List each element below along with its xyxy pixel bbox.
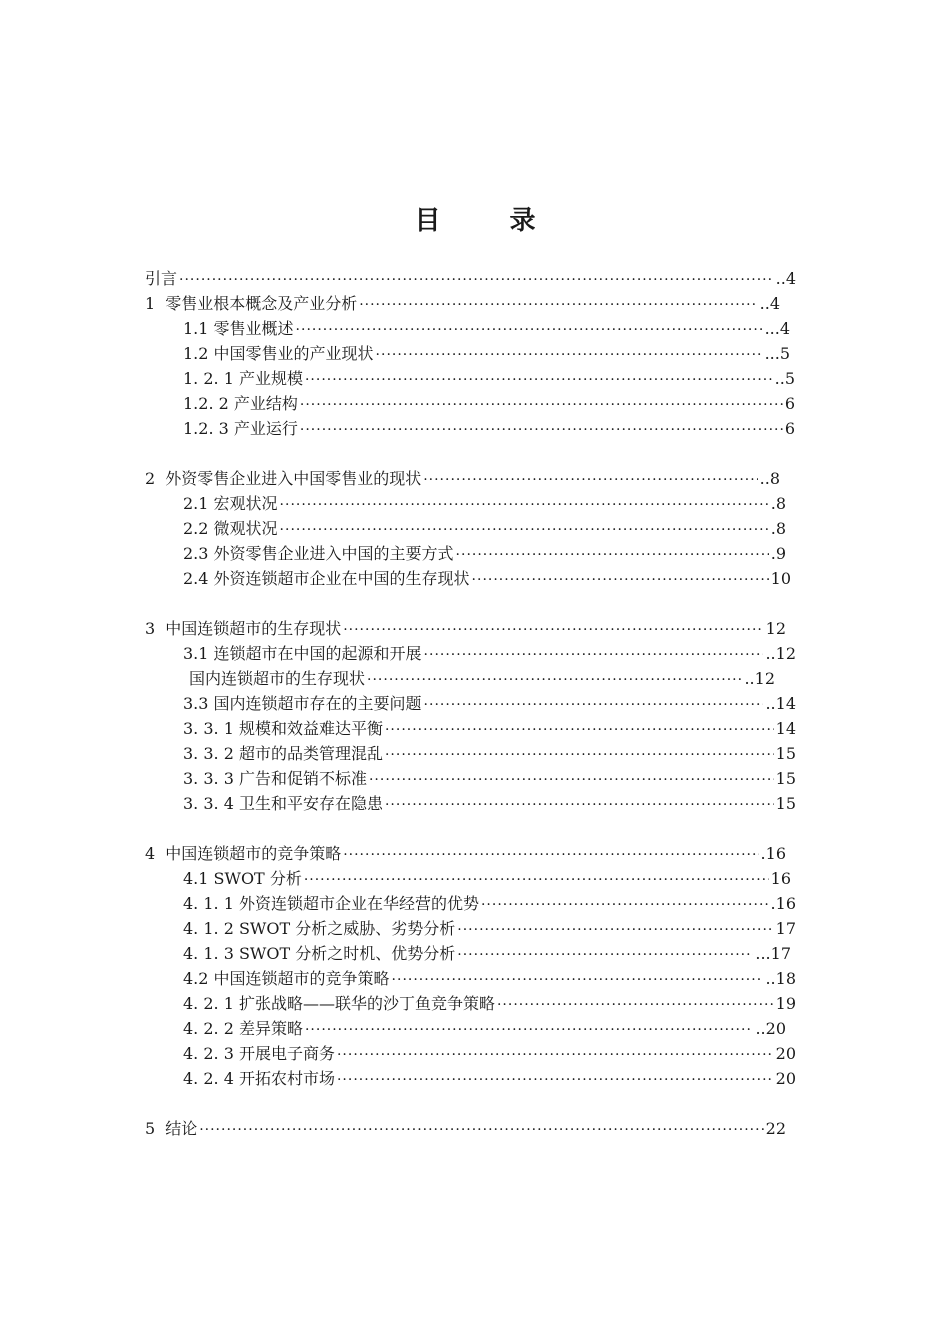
toc-entry — [0, 516, 786, 541]
toc-entry-page: 20 — [775, 1069, 796, 1088]
toc-leader-dots — [456, 541, 769, 568]
toc-entry-label: 2.1 宏观状况 — [183, 494, 278, 513]
toc-entry-page: 15 — [775, 769, 796, 788]
toc-entry-page: ..12 — [765, 644, 796, 663]
toc-entry-page: 15 — [775, 744, 796, 763]
toc-entry — [0, 791, 796, 816]
toc-entry — [0, 316, 790, 341]
toc-leader-dots — [367, 666, 742, 693]
toc-entry-label: 4. 1. 3 SWOT 分析之时机、优势分析 — [183, 944, 456, 963]
toc-leader-dots — [497, 991, 774, 1018]
toc-leader-dots — [300, 416, 783, 443]
toc-entry — [0, 941, 791, 966]
toc-entry-page: ...17 — [755, 944, 791, 963]
toc-entry-page: ..18 — [765, 969, 796, 988]
toc-entry-label: 3. 3. 3 广告和促销不标准 — [183, 769, 367, 788]
toc-leader-dots — [369, 766, 774, 793]
toc-leader-dots — [280, 516, 769, 543]
toc-entry-page: 20 — [775, 1044, 796, 1063]
toc-entry-page: 10 — [770, 569, 791, 588]
toc-leader-dots — [457, 916, 773, 943]
toc-entry-label: 3.1 连锁超市在中国的起源和开展 — [183, 644, 422, 663]
toc-entry-page: .8 — [770, 494, 786, 513]
toc-entry-label: 2.4 外资连锁超市企业在中国的生存现状 — [183, 569, 470, 588]
toc-entry — [0, 691, 796, 716]
toc-entry-label: 3. 3. 4 卫生和平安存在隐患 — [183, 794, 383, 813]
toc-entry — [0, 1041, 796, 1066]
table-of-contents — [0, 266, 950, 1141]
toc-entry-page: ...5 — [764, 344, 790, 363]
toc-entry-page: ..14 — [765, 694, 796, 713]
toc-leader-dots — [337, 1066, 774, 1093]
toc-entry-number: 3 — [145, 619, 156, 638]
toc-entry-page: ..5 — [774, 369, 795, 388]
toc-entry-page: .16 — [760, 844, 786, 863]
toc-leader-dots — [179, 266, 774, 293]
toc-entry-page: 19 — [775, 994, 796, 1013]
toc-entry-label: 外资零售企业进入中国零售业的现状 — [165, 469, 422, 488]
toc-spacer — [0, 441, 950, 466]
toc-leader-dots — [296, 316, 763, 343]
toc-entry-label: 中国连锁超市的生存现状 — [165, 619, 342, 638]
toc-entry — [0, 966, 796, 991]
toc-entry — [0, 291, 780, 316]
toc-entry-label: 3.3 国内连锁超市存在的主要问题 — [183, 694, 422, 713]
toc-entry-label: 1. 2. 1 产业规模 — [183, 369, 303, 388]
toc-entry — [0, 716, 796, 741]
toc-entry-page: 14 — [775, 719, 796, 738]
toc-entry-label: 3. 3. 2 超市的品类管理混乱 — [183, 744, 383, 763]
toc-entry-label: 2.3 外资零售企业进入中国的主要方式 — [183, 544, 454, 563]
toc-entry — [0, 366, 795, 391]
toc-leader-dots — [304, 866, 769, 893]
toc-spacer — [0, 591, 950, 616]
toc-entry-label: 结论 — [165, 1119, 198, 1138]
toc-entry-page: 16 — [770, 869, 791, 888]
toc-entry-number: 2 — [145, 469, 156, 488]
toc-entry-label: 3. 3. 1 规模和效益难达平衡 — [183, 719, 383, 738]
toc-leader-dots — [305, 366, 773, 393]
toc-entry-page: 6 — [784, 394, 795, 413]
toc-entry — [0, 741, 796, 766]
toc-entry — [0, 641, 796, 666]
toc-entry-page: 17 — [775, 919, 796, 938]
toc-entry-page: ..8 — [759, 469, 780, 488]
toc-entry-label: 1.2. 3 产业运行 — [183, 419, 298, 438]
toc-leader-dots — [300, 391, 783, 418]
toc-entry — [0, 391, 795, 416]
toc-entry-page: ..20 — [755, 1019, 786, 1038]
toc-leader-dots — [424, 691, 764, 718]
toc-entry — [0, 491, 786, 516]
toc-entry-page: .16 — [770, 894, 796, 913]
toc-entry-label: 4. 1. 1 外资连锁超市企业在华经营的优势 — [183, 894, 479, 913]
toc-entry-label: 1.2. 2 产业结构 — [183, 394, 298, 413]
toc-entry — [0, 1016, 786, 1041]
toc-leader-dots — [343, 841, 758, 868]
toc-entry-label: 4. 1. 2 SWOT 分析之威胁、劣势分析 — [183, 919, 456, 938]
toc-entry — [0, 566, 791, 591]
toc-leader-dots — [343, 616, 763, 643]
toc-entry — [0, 766, 796, 791]
toc-leader-dots — [376, 341, 763, 368]
toc-entry — [0, 541, 786, 566]
toc-leader-dots — [385, 791, 774, 818]
toc-entry-label: 4. 2. 2 差异策略 — [183, 1019, 303, 1038]
toc-entry — [0, 616, 786, 641]
toc-entry-page: .8 — [770, 519, 786, 538]
toc-entry — [0, 1066, 796, 1091]
toc-entry-number: 4 — [145, 844, 156, 863]
toc-entry-label: 1.1 零售业概述 — [183, 319, 294, 338]
toc-entry-label: 中国连锁超市的竞争策略 — [165, 844, 342, 863]
toc-leader-dots — [305, 1016, 753, 1043]
toc-entry — [0, 466, 780, 491]
toc-entry-label: 4. 2. 1 扩张战略——联华的沙丁鱼竞争策略 — [183, 994, 495, 1013]
toc-leader-dots — [385, 741, 774, 768]
toc-entry-page: 12 — [765, 619, 786, 638]
toc-entry-page: .9 — [770, 544, 786, 563]
toc-leader-dots — [481, 891, 769, 918]
toc-entry-page: ...4 — [764, 319, 790, 338]
toc-leader-dots — [457, 941, 753, 968]
toc-entry-label: 4. 2. 3 开展电子商务 — [183, 1044, 335, 1063]
toc-spacer — [0, 816, 950, 841]
toc-entry-page: ..12 — [744, 669, 775, 688]
toc-leader-dots — [392, 966, 764, 993]
toc-entry-label: 引言 — [145, 269, 178, 288]
toc-entry — [0, 841, 786, 866]
toc-entry — [0, 416, 795, 441]
toc-entry — [0, 891, 796, 916]
toc-entry-label: 1.2 中国零售业的产业现状 — [183, 344, 374, 363]
toc-entry-page: ..4 — [759, 294, 780, 313]
toc-entry — [0, 666, 775, 691]
toc-leader-dots — [337, 1041, 774, 1068]
toc-entry-label: 国内连锁超市的生存现状 — [189, 669, 366, 688]
toc-entry — [0, 1116, 786, 1141]
toc-entry-label: 4.1 SWOT 分析 — [183, 869, 302, 888]
toc-spacer — [0, 1091, 950, 1116]
toc-entry-page: 22 — [765, 1119, 786, 1138]
page-title: 目 录 — [414, 206, 566, 236]
toc-entry-label: 4.2 中国连锁超市的竞争策略 — [183, 969, 390, 988]
toc-entry — [0, 266, 796, 291]
toc-entry-page: 15 — [775, 794, 796, 813]
toc-leader-dots — [385, 716, 774, 743]
toc-entry-label: 2.2 微观状况 — [183, 519, 278, 538]
toc-entry — [0, 866, 791, 891]
toc-entry-number: 1 — [145, 294, 156, 313]
toc-entry — [0, 916, 796, 941]
toc-leader-dots — [359, 291, 757, 318]
toc-entry-label: 4. 2. 4 开拓农村市场 — [183, 1069, 335, 1088]
toc-entry-label: 零售业根本概念及产业分析 — [165, 294, 358, 313]
toc-leader-dots — [472, 566, 769, 593]
toc-entry — [0, 341, 790, 366]
toc-leader-dots — [424, 641, 764, 668]
toc-leader-dots — [280, 491, 769, 518]
toc-entry-number: 5 — [145, 1119, 156, 1138]
toc-leader-dots — [199, 1116, 763, 1143]
toc-entry-page: ..4 — [775, 269, 796, 288]
toc-leader-dots — [423, 466, 757, 493]
toc-entry-page: 6 — [784, 419, 795, 438]
toc-entry — [0, 991, 796, 1016]
